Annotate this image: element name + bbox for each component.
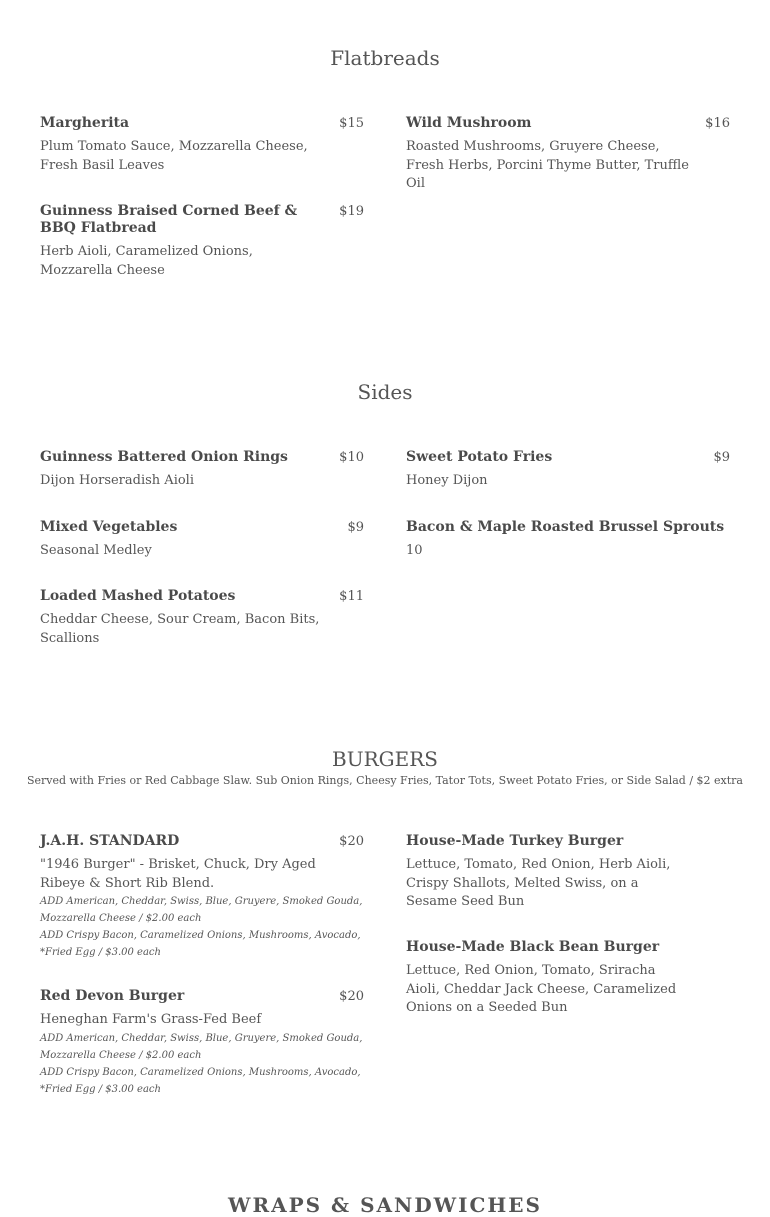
item-price: $9 xyxy=(713,450,730,465)
item-name: Wild Mushroom xyxy=(406,115,532,131)
menu-item-jah-standard xyxy=(40,833,364,961)
item-name: House-Made Black Bean Burger xyxy=(406,939,660,955)
item-price: $20 xyxy=(339,989,364,1004)
section-title-burgers: BURGERS xyxy=(332,747,438,771)
item-description: Seasonal Medley xyxy=(40,543,152,558)
item-price: $11 xyxy=(339,589,364,604)
menu-item-loaded-mashed-potatoes xyxy=(40,588,364,648)
section-title-sides: Sides xyxy=(357,380,413,404)
item-name: Bacon & Maple Roasted Brussel Sprouts xyxy=(406,519,725,535)
menu-item-mixed-vegetables xyxy=(40,519,364,561)
menu-item-brussel-sprouts xyxy=(406,519,730,561)
item-price: $19 xyxy=(339,204,364,219)
item-description: Herb Aioli, Caramelized Onions, Mozzarella Cheese xyxy=(40,244,253,278)
item-name: Guinness Braised Corned Beef & BBQ Flatbread xyxy=(40,203,298,236)
item-add-toppings: ADD Crispy Bacon, Caramelized Onions, Mushrooms, Avocado, *Fried Egg / $3.00 each xyxy=(40,1066,361,1095)
item-name: Guinness Battered Onion Rings xyxy=(40,449,288,465)
item-description: Dijon Horseradish Aioli xyxy=(40,473,194,488)
item-price: $15 xyxy=(339,116,364,131)
item-description: Cheddar Cheese, Sour Cream, Bacon Bits, Scallions xyxy=(40,612,320,646)
menu-item-black-bean-burger xyxy=(406,939,730,1018)
item-price: $16 xyxy=(705,116,730,131)
item-name: House-Made Turkey Burger xyxy=(406,833,624,849)
item-name: Loaded Mashed Potatoes xyxy=(40,588,236,604)
menu-item-sweet-potato-fries xyxy=(406,449,730,491)
item-description: Lettuce, Red Onion, Tomato, Sriracha Aioli, Cheddar Jack Cheese, Caramelized Onions on a Seeded Bun xyxy=(406,963,677,1015)
item-name: J.A.H. STANDARD xyxy=(40,833,180,849)
item-name: Red Devon Burger xyxy=(40,988,185,1004)
item-price: $9 xyxy=(347,520,364,535)
item-description: Roasted Mushrooms, Gruyere Cheese, Fresh Herbs, Porcini Thyme Butter, Truffle Oil xyxy=(406,139,689,191)
item-description: Heneghan Farm's Grass-Fed Beef xyxy=(40,1012,262,1027)
item-description: Plum Tomato Sauce, Mozzarella Cheese, Fresh Basil Leaves xyxy=(40,139,308,173)
menu-item-onion-rings xyxy=(40,449,364,491)
menu-item-turkey-burger xyxy=(406,833,730,912)
menu-item-red-devon-burger xyxy=(40,988,364,1098)
item-name: Sweet Potato Fries xyxy=(406,449,553,465)
menu-item-margherita xyxy=(40,115,364,175)
menu-item-wild-mushroom xyxy=(406,115,730,194)
item-description: "1946 Burger" - Brisket, Chuck, Dry Aged Ribeye & Short Rib Blend. xyxy=(40,857,316,891)
item-price: $10 xyxy=(339,450,364,465)
item-name: Margherita xyxy=(40,115,130,131)
item-add-cheese: ADD American, Cheddar, Swiss, Blue, Gruyere, Smoked Gouda, Mozzarella Cheese / $2.00 each xyxy=(40,1032,363,1061)
item-description: 10 xyxy=(406,543,423,558)
item-description: Lettuce, Tomato, Red Onion, Herb Aioli, Crispy Shallots, Melted Swiss, on a Sesame Seed Bun xyxy=(406,857,671,909)
section-subtitle-burgers: Served with Fries or Red Cabbage Slaw. Sub Onion Rings, Cheesy Fries, Tator Tots, Sweet Potato Fries, or Side Salad / $2 extra xyxy=(26,774,743,787)
item-add-cheese: ADD American, Cheddar, Swiss, Blue, Gruyere, Smoked Gouda, Mozzarella Cheese / $2.00 each xyxy=(40,896,363,924)
item-description: Honey Dijon xyxy=(406,473,488,488)
section-title-flatbreads: Flatbreads xyxy=(330,46,440,70)
item-name: Mixed Vegetables xyxy=(40,519,178,535)
menu-item-corned-beef-flatbread xyxy=(40,203,364,280)
section-title-wraps-sandwiches: WRAPS & SANDWICHES xyxy=(228,1193,542,1217)
item-add-toppings: ADD Crispy Bacon, Caramelized Onions, Mushrooms, Avocado, *Fried Egg / $3.00 each xyxy=(40,930,361,958)
item-price: $20 xyxy=(339,834,364,849)
